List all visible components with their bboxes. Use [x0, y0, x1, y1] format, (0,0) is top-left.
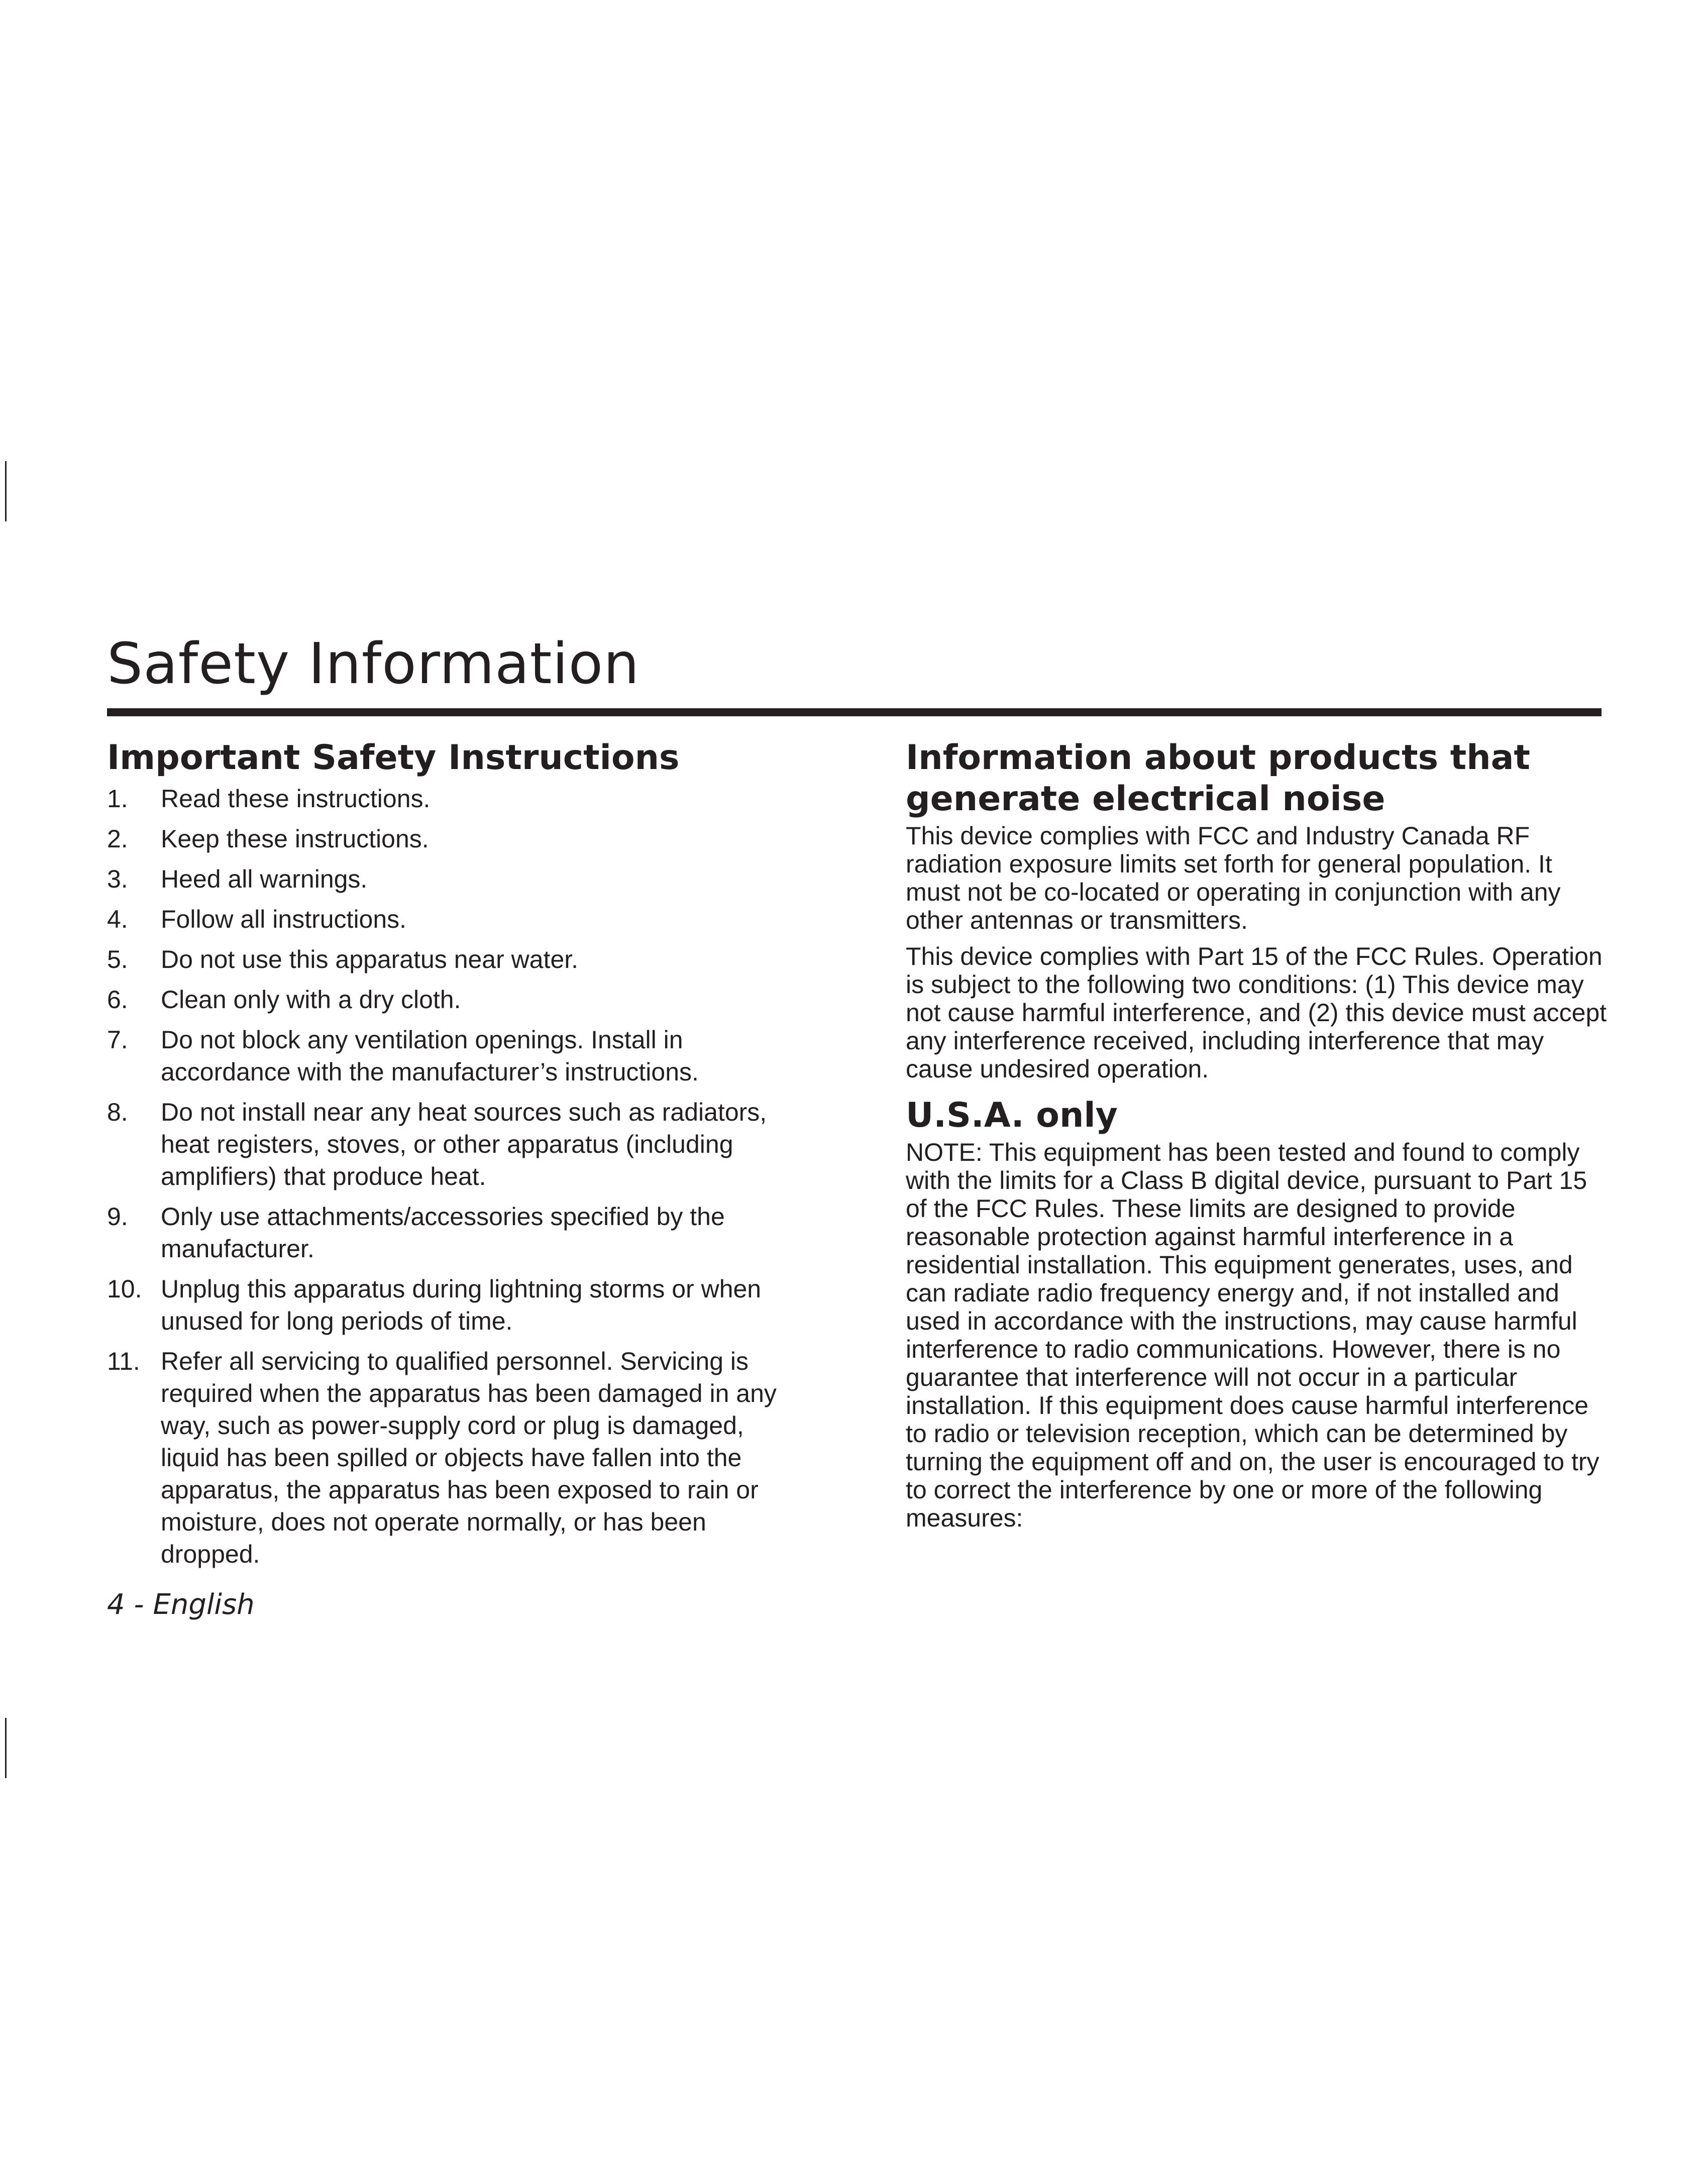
list-item [107, 984, 800, 1016]
list-item-text: Follow all instructions. [161, 905, 407, 933]
list-item-text: Heed all warnings. [161, 865, 368, 893]
crop-mark-bottom [5, 1718, 7, 1778]
list-item [107, 823, 800, 855]
page-title: Safety Information [107, 631, 640, 697]
safety-instructions-heading: Important Safety Instructions [107, 738, 680, 778]
list-item-number: 3. [107, 865, 128, 893]
list-item-text: Clean only with a dry cloth. [161, 986, 461, 1014]
list-item-number: 8. [107, 1098, 128, 1126]
list-item-text: Do not install near any heat sources such as radiators, heat registers, stoves, or other apparatus (including amplifiers) that produce heat. [161, 1098, 767, 1190]
list-item-number: 2. [107, 825, 128, 853]
list-item-text: Do not block any ventilation openings. Install in accordance with the manufacturer’s instructions. [161, 1026, 699, 1086]
list-item [107, 783, 800, 815]
list-item-text: Only use attachments/accessories specified by the manufacturer. [161, 1203, 725, 1263]
list-item [107, 1096, 800, 1192]
list-item [107, 1024, 800, 1088]
right-column [906, 737, 1609, 1540]
page-footer: 4 - English [107, 1588, 255, 1621]
list-item [107, 863, 800, 895]
list-item-number: 9. [107, 1203, 128, 1231]
list-item-number: 7. [107, 1026, 128, 1054]
list-item [107, 1345, 800, 1570]
list-item-text: Read these instructions. [161, 785, 431, 813]
list-item-text: Do not use this apparatus near water. [161, 945, 579, 973]
electrical-noise-heading: Information about products that generate electrical noise [906, 738, 1531, 819]
list-item-number: 6. [107, 986, 128, 1014]
list-item [107, 943, 800, 975]
usa-note-paragraph: NOTE: This equipment has been tested and found to comply with the limits for a Class B digital device, pursuant to Part 15 of the FCC Rules. These limits are designed to provide reasonable protection against harmful interference in a residential installation. This equipment generates, uses, and can radiate radio frequency energy and, if not installed and used in accordance with the instructions, may cause harmful interference to radio communications. However, there is no guarantee that interference will not occur in a particular installation. If this equipment does cause harmful interference to radio or television reception, which can be determined by turning the equipment off and on, the user is encouraged to try to correct the interference by one or more of the following measures: [906, 1138, 1599, 1532]
left-column [107, 737, 800, 1578]
list-item-text: Unplug this apparatus during lightning storms or when unused for long periods of time. [161, 1275, 762, 1335]
rf-exposure-paragraph: This device complies with FCC and Industry Canada RF radiation exposure limits set forth for general population. It must not be co-located or operating in conjunction with any other antennas or transmitters. [906, 822, 1561, 934]
list-item-text: Keep these instructions. [161, 825, 429, 853]
list-item-text: Refer all servicing to qualified personnel. Servicing is required when the apparatus has been damaged in any way, such as power-supply cord or plug is damaged, liquid has been spilled or objects have fallen into the apparatus, the apparatus has been exposed to rain or moisture, does not operate normally, or has been dropped. [161, 1347, 777, 1568]
usa-only-heading: U.S.A. only [906, 1096, 1118, 1135]
list-item [107, 903, 800, 935]
list-item-number: 10. [107, 1275, 142, 1303]
crop-mark-top [5, 461, 7, 521]
list-item-number: 11. [107, 1347, 140, 1375]
list-item-number: 1. [107, 785, 128, 813]
list-item [107, 1201, 800, 1265]
fcc-part15-paragraph: This device complies with Part 15 of the FCC Rules. Operation is subject to the following two conditions: (1) This device may not cause harmful interference, and (2) this device must accept any interference received, including interference that may cause undesired operation. [906, 942, 1607, 1083]
title-divider [107, 708, 1602, 716]
list-item [107, 1273, 800, 1337]
safety-instructions-list [107, 783, 800, 1570]
list-item-number: 4. [107, 905, 128, 933]
list-item-number: 5. [107, 945, 128, 973]
